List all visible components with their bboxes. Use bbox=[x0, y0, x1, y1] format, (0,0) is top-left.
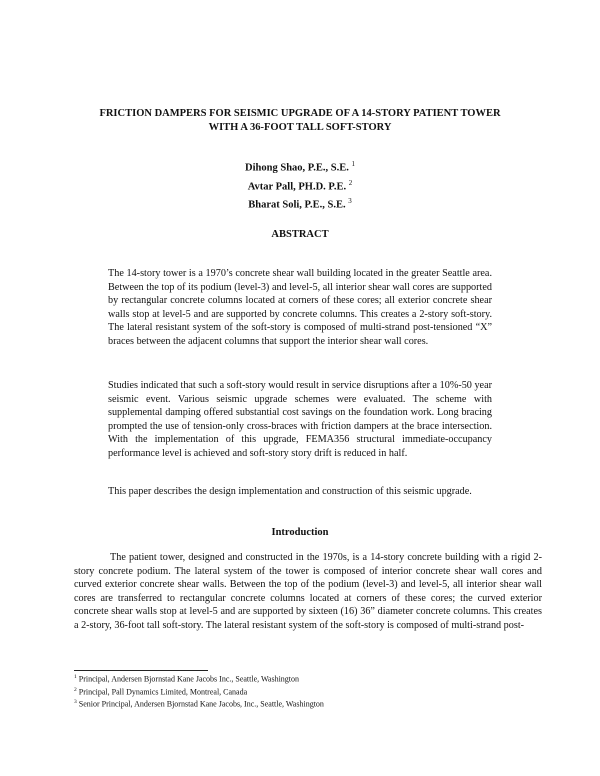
footnote bbox=[74, 685, 324, 698]
footnote-divider bbox=[74, 670, 208, 671]
title-line-1: FRICTION DAMPERS FOR SEISMIC UPGRADE OF A 14-STORY PATIENT TOWER bbox=[99, 108, 501, 119]
footnote bbox=[74, 697, 324, 710]
author bbox=[0, 157, 600, 176]
footnote-mark: 3 bbox=[74, 699, 77, 706]
abstract-paragraph: This paper describes the design implementation and construction of this seismic upgrade. bbox=[108, 486, 472, 497]
author bbox=[0, 176, 600, 195]
abstract-paragraph: The 14-story tower is a 1970’s concrete shear wall building located in the greater Seattle area. Between the top of its podium (level-3) and level-5, all interior shear wall cores are supported by rectangular concrete columns located at corners of these cores; all exterior concrete shear walls stop at level-5 and are supported by concrete columns. This creates a 2-story soft-story. The lateral resistant system of the soft-story is composed of multi-strand post-tensioned “X” braces between the adjacent columns that support the interior shear wall cores. bbox=[108, 268, 492, 347]
introduction-paragraph: The patient tower, designed and constructed in the 1970s, is a 14-story concrete building with a rigid 2-story concrete podium. The lateral system of the tower is composed of interior concrete shear wall cores and curved exterior concrete shear walls. Between the top of the podium (level-3) and level-5, all interior shear wall cores are transferred to rectangular concrete columns located at corners of these cores; the curved exterior concrete shear walls stop at level-5 and are supported by sixteen (16) 36” diameter concrete columns. This creates a 2-story, 36-foot tall soft-story. The lateral resistant system of the soft-story is composed of multi-strand post- bbox=[74, 552, 542, 631]
author-name: Bharat Soli, P.E., S.E. bbox=[248, 199, 346, 211]
footnote-text: Principal, Andersen Bjornstad Kane Jacobs Inc., Seattle, Washington bbox=[78, 674, 300, 684]
author-affiliation-mark: 2 bbox=[348, 178, 353, 187]
abstract-paragraph: Studies indicated that such a soft-story would result in service disruptions after a 10%-50 year seismic event. Various seismic upgrade schemes were evaluated. The scheme with supplemental damping offered substantial cost savings on the foundation work. Long bracing prompted the use of tension-only cross-braces with friction dampers at the brace intersection. With the implementation of this upgrade, FEMA356 structural immediate-occupancy performance level is achieved and soft-story story drift is reduced in half. bbox=[108, 380, 492, 459]
introduction-heading: Introduction bbox=[271, 527, 329, 538]
paper-title bbox=[60, 107, 540, 135]
author-affiliation-mark: 1 bbox=[351, 160, 355, 168]
author bbox=[0, 194, 600, 213]
footnote-mark: 2 bbox=[74, 686, 77, 693]
title-line-2: WITH A 36-FOOT TALL SOFT-STORY bbox=[208, 122, 392, 133]
author-affiliation-mark: 3 bbox=[348, 197, 352, 205]
abstract-heading: ABSTRACT bbox=[271, 229, 329, 240]
footnote-text: Principal, Pall Dynamics Limited, Montreal, Canada bbox=[78, 687, 248, 697]
footnote-text: Senior Principal, Andersen Bjornstad Kane Jacobs, Inc., Seattle, Washington bbox=[78, 699, 324, 709]
footnotes bbox=[74, 672, 324, 710]
author-list bbox=[0, 157, 600, 213]
author-name: Dihong Shao, P.E., S.E. bbox=[245, 162, 349, 174]
footnote-mark: 1 bbox=[74, 674, 77, 680]
author-name: Avtar Pall, PH.D. P.E. bbox=[247, 181, 347, 192]
footnote bbox=[74, 672, 324, 685]
